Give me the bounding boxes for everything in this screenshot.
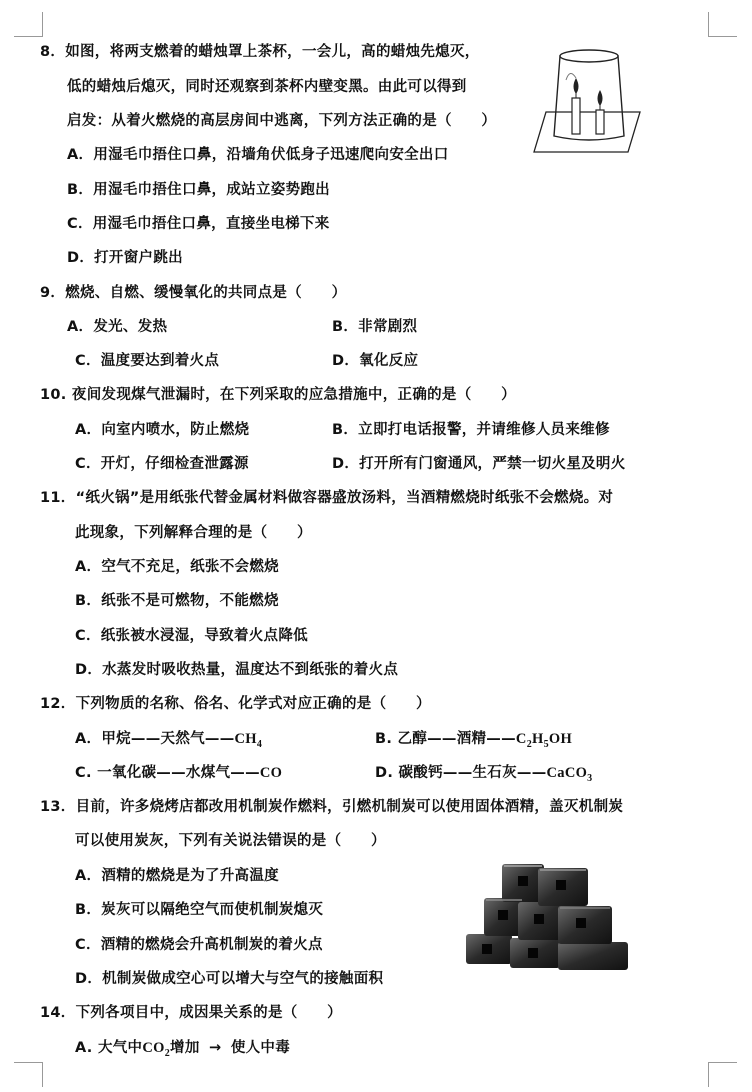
q8-option-b: B．用湿毛巾捂住口鼻，成站立姿势跑出 — [67, 182, 330, 198]
q11-option-b: B．纸张不是可燃物，不能燃烧 — [75, 593, 279, 609]
q11-option-a: A．空气不充足，纸张不会燃烧 — [75, 559, 279, 575]
q12-option-c-text: C. 一氧化碳——水煤气—— — [75, 765, 260, 781]
q8-stem-line3: 启发：从着火燃烧的高层房间中逃离，下列方法正确的是（ ） — [67, 113, 497, 129]
q11-option-c: C．纸张被水浸湿，导致着火点降低 — [75, 628, 308, 644]
q13-option-d: D．机制炭做成空心可以增大与空气的接触面积 — [75, 971, 384, 987]
q13-option-b: B．炭灰可以隔绝空气而使机制炭熄灭 — [75, 902, 324, 918]
q13-option-c: C．酒精的燃烧会升高机制炭的着火点 — [75, 937, 323, 953]
charcoal-briquettes-photo — [462, 852, 632, 982]
q12-stem: 12．下列物质的名称、俗名、化学式对应正确的是（ ） — [40, 696, 431, 712]
q9-option-c: C．温度要达到着火点 — [75, 353, 220, 369]
q12-option-b-formula: $C_2H_5OH$ — [515, 731, 573, 750]
q8-stem-line2: 低的蜡烛后熄灭，同时还观察到茶杯内壁变黑。由此可以得到 — [67, 79, 467, 95]
crop-mark-top-right — [708, 12, 737, 37]
q12-option-b — [375, 729, 572, 749]
q12-option-c-formula: CO — [259, 765, 283, 781]
q9-option-d: D．氧化反应 — [332, 353, 419, 369]
q8-option-a: A．用湿毛巾捂住口鼻，沿墙角伏低身子迅速爬向安全出口 — [67, 147, 449, 163]
q13-option-a: A．酒精的燃烧是为了升高温度 — [75, 868, 279, 884]
q12-option-a — [75, 729, 262, 749]
q14-option-a-post: 使人中毒 — [230, 1040, 291, 1056]
q12-option-a-formula: $CH_4$ — [234, 731, 263, 750]
q11-option-d: D．水蒸发时吸收热量，温度达不到纸张的着火点 — [75, 662, 399, 678]
q11-stem-line2: 此现象，下列解释合理的是（ ） — [75, 525, 312, 541]
q12-option-b-text: B. 乙醇——酒精—— — [375, 731, 516, 747]
q12-option-d — [375, 763, 592, 783]
q9-stem: 9．燃烧、自燃、缓慢氧化的共同点是（ ） — [40, 285, 347, 301]
crop-mark-bottom-right — [708, 1062, 737, 1087]
q11-stem-line1: 11．“纸火锅”是用纸张代替金属材料做容器盛放汤料，当酒精燃烧时纸张不会燃烧。对 — [40, 490, 614, 506]
q13-stem-line1: 13．目前，许多烧烤店都改用机制炭作燃料，引燃机制炭可以使用固体酒精，盖灭机制炭 — [40, 799, 624, 815]
q12-option-d-formula: CaCO$_3$ — [546, 765, 593, 784]
q10-option-b: B．立即打电话报警，并请维修人员来维修 — [332, 422, 610, 438]
q10-stem: 10. 夜间发现煤气泄漏时，在下列采取的应急措施中，正确的是（ ） — [40, 387, 516, 403]
crop-mark-bottom-left — [14, 1062, 43, 1087]
q14-stem: 14．下列各项目中，成因果关系的是（ ） — [40, 1005, 342, 1021]
q9-option-b: B．非常剧烈 — [332, 319, 418, 335]
q14-option-a-formula: $CO_2$ — [142, 1040, 171, 1059]
q14-option-a-pre: A. 大气中 — [75, 1040, 143, 1056]
q12-option-a-text: A．甲烷——天然气—— — [75, 731, 235, 747]
q14-option-a — [75, 1038, 290, 1058]
crop-mark-top-left — [14, 12, 43, 37]
q14-option-a-mid: 增加 — [170, 1040, 200, 1056]
q8-stem-line1: 8．如图，将两支燃着的蜡烛罩上茶杯，一会儿，高的蜡烛先熄灭， — [40, 44, 480, 60]
q12-option-c — [75, 763, 282, 783]
q13-stem-line2: 可以使用炭灰，下列有关说法错误的是（ ） — [75, 833, 386, 849]
q10-option-c: C．开灯，仔细检查泄露源 — [75, 456, 249, 472]
candles-under-cup-figure — [528, 40, 646, 158]
q8-option-d: D．打开窗户跳出 — [67, 250, 183, 266]
q12-option-d-text: D. 碳酸钙——生石灰—— — [375, 765, 547, 781]
arrow-icon: → — [209, 1040, 222, 1056]
q8-option-c: C．用湿毛巾捂住口鼻，直接坐电梯下来 — [67, 216, 330, 232]
q10-option-a: A．向室内喷水，防止燃烧 — [75, 422, 250, 438]
q10-option-d: D．打开所有门窗通风，严禁一切火星及明火 — [332, 456, 626, 472]
q9-option-a: A．发光、发热 — [67, 319, 168, 335]
